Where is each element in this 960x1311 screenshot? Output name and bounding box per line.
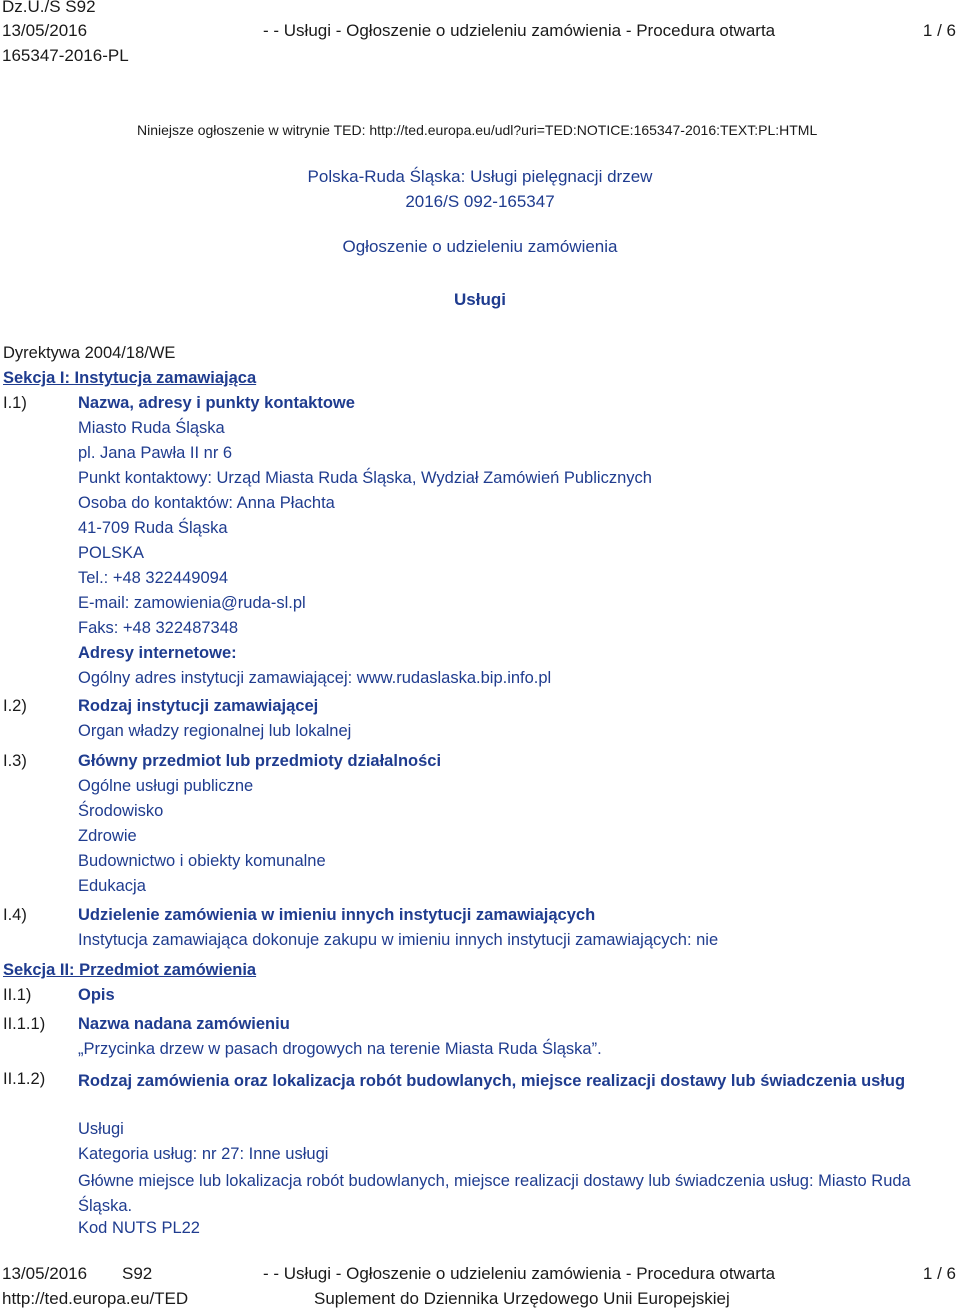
- contract-type: Usługi: [454, 290, 506, 309]
- footer-url[interactable]: http://ted.europa.eu/TED: [2, 1289, 189, 1308]
- contact-person: Osoba do kontaktów: Anna Płachta: [78, 494, 335, 512]
- footer-date: 13/05/2016: [2, 1264, 88, 1283]
- telephone: Tel.: +48 322449094: [78, 569, 229, 587]
- section-1-heading: Sekcja I: Instytucja zamawiająca: [3, 369, 257, 387]
- directive: Dyrektywa 2004/18/WE: [3, 344, 176, 362]
- ii1-number: II.1): [3, 986, 32, 1004]
- i3-title: Główny przedmiot lub przedmioty działalności: [78, 752, 442, 770]
- header-page-number: 1 / 6: [922, 21, 956, 40]
- i4-title: Udzielenie zamówienia w imieniu innych instytucji zamawiających: [78, 906, 596, 924]
- country: POLSKA: [78, 544, 145, 562]
- email-row: [78, 594, 306, 613]
- contract-kind: Usługi: [78, 1120, 124, 1138]
- general-address-label: Ogólny adres instytucji zamawiającej:: [78, 669, 357, 687]
- activity-item: Ogólne usługi publiczne: [78, 777, 254, 795]
- i4-number: I.4): [3, 906, 27, 924]
- general-address-link[interactable]: www.rudaslaska.bip.info.pl: [356, 669, 552, 687]
- footer-supplement: Suplement do Dziennika Urzędowego Unii Europejskiej: [314, 1289, 730, 1308]
- section-2-heading: Sekcja II: Przedmiot zamówienia: [3, 961, 257, 979]
- ii11-number: II.1.1): [3, 1015, 46, 1033]
- journal-reference: Dz.U./S S92: [2, 0, 96, 16]
- document-id: 165347-2016-PL: [2, 46, 129, 65]
- postal-address: 41-709 Ruda Śląska: [78, 519, 228, 537]
- activity-item: Budownictwo i obiekty komunalne: [78, 852, 326, 870]
- service-category: Kategoria usług: nr 27: Inne usługi: [78, 1145, 329, 1163]
- notice-type: Ogłoszenie o udzieleniu zamówienia: [342, 237, 618, 256]
- fax: Faks: +48 322487348: [78, 619, 239, 637]
- activity-item: Edukacja: [78, 877, 146, 895]
- i2-number: I.2): [3, 697, 27, 715]
- notice-number: 2016/S 092-165347: [405, 192, 555, 211]
- ii11-title: Nazwa nadana zamówieniu: [78, 1015, 290, 1033]
- header-title: - - Usługi - Ogłoszenie o udzieleniu zamówienia - Procedura otwarta: [263, 21, 776, 40]
- ii12-title: Rodzaj zamówienia oraz lokalizacja robót budowlanych, miejsce realizacji dostawy lub świadczenia usług: [78, 1072, 906, 1090]
- email-link[interactable]: zamowienia@ruda-sl.pl: [133, 594, 306, 612]
- ii12-number: II.1.2): [3, 1070, 46, 1088]
- footer-title: - - Usługi - Ogłoszenie o udzieleniu zamówienia - Procedura otwarta: [263, 1264, 776, 1283]
- header-date: 13/05/2016: [2, 21, 88, 40]
- general-address-row: [78, 669, 551, 688]
- ted-notice-link[interactable]: Niniejsze ogłoszenie w witrynie TED: http://ted.europa.eu/udl?uri=TED:NOTICE:165347-2016:TEXT:PL:HTML: [137, 122, 818, 138]
- activity-item: Zdrowie: [78, 827, 137, 845]
- authority-name: Miasto Ruda Śląska: [78, 419, 225, 437]
- i1-title: Nazwa, adresy i punkty kontaktowe: [78, 394, 355, 412]
- i2-title: Rodzaj instytucji zamawiającej: [78, 697, 319, 715]
- notice-title: Polska-Ruda Śląska: Usługi pielęgnacji drzew: [307, 167, 653, 186]
- internet-addresses-heading: Adresy internetowe:: [78, 644, 237, 662]
- place-of-performance: Główne miejsce lub lokalizacja robót budowlanych, miejsce realizacji dostawy lub świadczenia usług: Miasto Ruda Śląska.: [78, 1172, 911, 1215]
- authority-type: Organ władzy regionalnej lub lokalnej: [78, 722, 352, 740]
- footer-page-number: 1 / 6: [922, 1264, 956, 1283]
- i1-number: I.1): [3, 394, 27, 412]
- i3-number: I.3): [3, 752, 27, 770]
- contact-point: Punkt kontaktowy: Urząd Miasta Ruda Śląska, Wydział Zamówień Publicznych: [78, 469, 652, 487]
- contract-name: „Przycinka drzew w pasach drogowych na terenie Miasta Ruda Śląska”.: [78, 1040, 602, 1058]
- i4-value: Instytucja zamawiająca dokonuje zakupu w imieniu innych instytucji zamawiających: nie: [78, 931, 719, 949]
- activity-item: Środowisko: [78, 802, 164, 820]
- footer-series: S92: [122, 1264, 153, 1283]
- email-label: E-mail:: [78, 594, 134, 612]
- ii1-title: Opis: [78, 986, 115, 1004]
- nuts-code: Kod NUTS PL22: [78, 1219, 200, 1237]
- authority-street: pl. Jana Pawła II nr 6: [78, 444, 233, 462]
